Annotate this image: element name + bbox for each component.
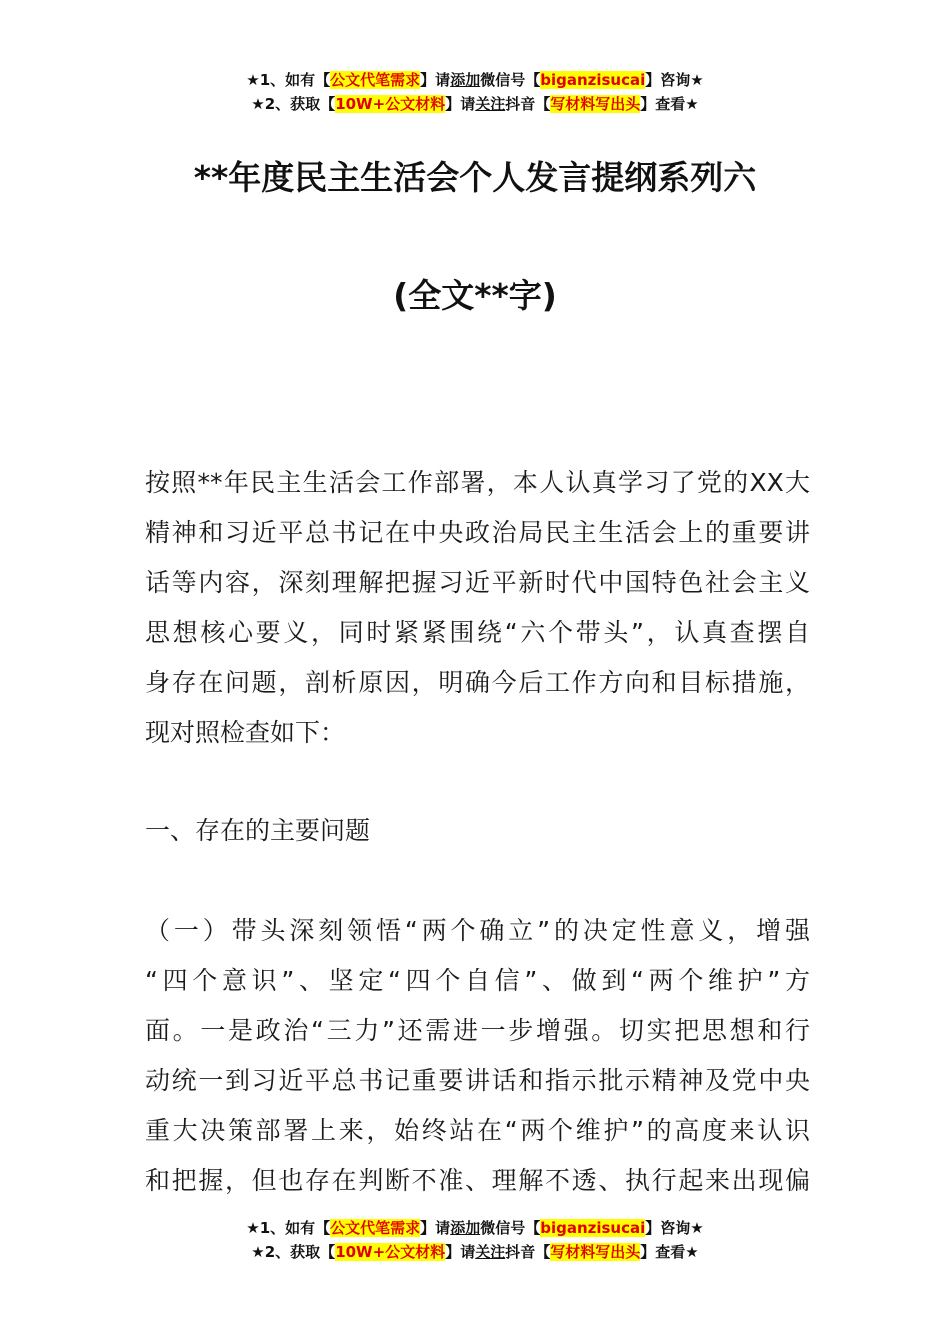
- top-banner: [0, 68, 950, 116]
- banner-line-1: [0, 68, 950, 92]
- banner-text: 微信号【: [480, 71, 541, 89]
- document-title: **年度民主生活会个人发言提纲系列六: [193, 158, 757, 197]
- bottom-banner: [0, 1216, 950, 1264]
- banner-text: 】咨询★: [645, 71, 704, 89]
- banner-text: 】请: [445, 95, 476, 113]
- banner-highlight: 写材料写出头: [550, 1243, 641, 1261]
- banner-highlight: biganzisucai: [540, 71, 646, 89]
- paragraph-line: 现对照检查如下：: [145, 718, 346, 747]
- banner-underline-text: 关注: [475, 95, 506, 113]
- banner-text: ★1、如有【: [246, 1219, 331, 1237]
- banner-text: 】请: [420, 71, 451, 89]
- banner-highlight: 公文代笔需求: [330, 71, 421, 89]
- banner-text: ★2、获取【: [251, 1243, 336, 1261]
- banner-text: 】请: [445, 1243, 476, 1261]
- banner-line-2: [0, 92, 950, 116]
- paragraph-line: 思想核心要义，同时紧紧围绕“六个带头”，认真查摆自: [145, 618, 810, 647]
- section-heading-text: 一、存在的主要问题: [145, 816, 371, 845]
- paragraph-line: 面。一是政治“三力”还需进一步增强。切实把思想和行: [145, 1016, 810, 1045]
- banner-highlight: biganzisucai: [540, 1219, 646, 1237]
- banner-underline-text: 关注: [475, 1243, 506, 1261]
- banner-text: 】请: [420, 1219, 451, 1237]
- paragraph-line: 动统一到习近平总书记重要讲话和指示批示精神及党中央: [145, 1066, 810, 1095]
- banner-highlight: 10W+公文材料: [335, 1243, 446, 1261]
- paragraph-line: 精神和习近平总书记在中央政治局民主生活会上的重要讲: [145, 518, 810, 547]
- banner-text: 抖音【: [505, 95, 551, 113]
- paragraph-line: 话等内容，深刻理解把握习近平新时代中国特色社会主义: [145, 568, 810, 597]
- document-subtitle: (全文**字): [393, 276, 557, 315]
- banner-highlight: 写材料写出头: [550, 95, 641, 113]
- banner-text: 】咨询★: [645, 1219, 704, 1237]
- banner-text: 微信号【: [480, 1219, 541, 1237]
- banner-line-2: [0, 1240, 950, 1264]
- banner-highlight: 10W+公文材料: [335, 95, 446, 113]
- paragraph-line: 身存在问题，剖析原因，明确今后工作方向和目标措施，: [145, 668, 810, 697]
- subsection-paragraph: [145, 906, 810, 1206]
- banner-underline-text: 添加: [450, 1219, 481, 1237]
- banner-underline-text: 添加: [450, 71, 481, 89]
- paragraph-line: 按照**年民主生活会工作部署，本人认真学习了党的XX大: [145, 468, 810, 497]
- banner-line-1: [0, 1216, 950, 1240]
- banner-text: 】查看★: [640, 1243, 699, 1261]
- banner-text: 抖音【: [505, 1243, 551, 1261]
- banner-text: 】查看★: [640, 95, 699, 113]
- section-heading: [145, 806, 810, 856]
- intro-paragraph: [145, 458, 810, 758]
- paragraph-line: 和把握，但也存在判断不准、理解不透、执行起来出现偏: [145, 1166, 810, 1195]
- banner-highlight: 公文代笔需求: [330, 1219, 421, 1237]
- paragraph-line: （一）带头深刻领悟“两个确立”的决定性意义，增强: [145, 916, 810, 945]
- paragraph-line: 重大决策部署上来，始终站在“两个维护”的高度来认识: [145, 1116, 810, 1145]
- paragraph-line: “四个意识”、坚定“四个自信”、做到“两个维护”方: [145, 966, 810, 995]
- banner-text: ★2、获取【: [251, 95, 336, 113]
- banner-text: ★1、如有【: [246, 71, 331, 89]
